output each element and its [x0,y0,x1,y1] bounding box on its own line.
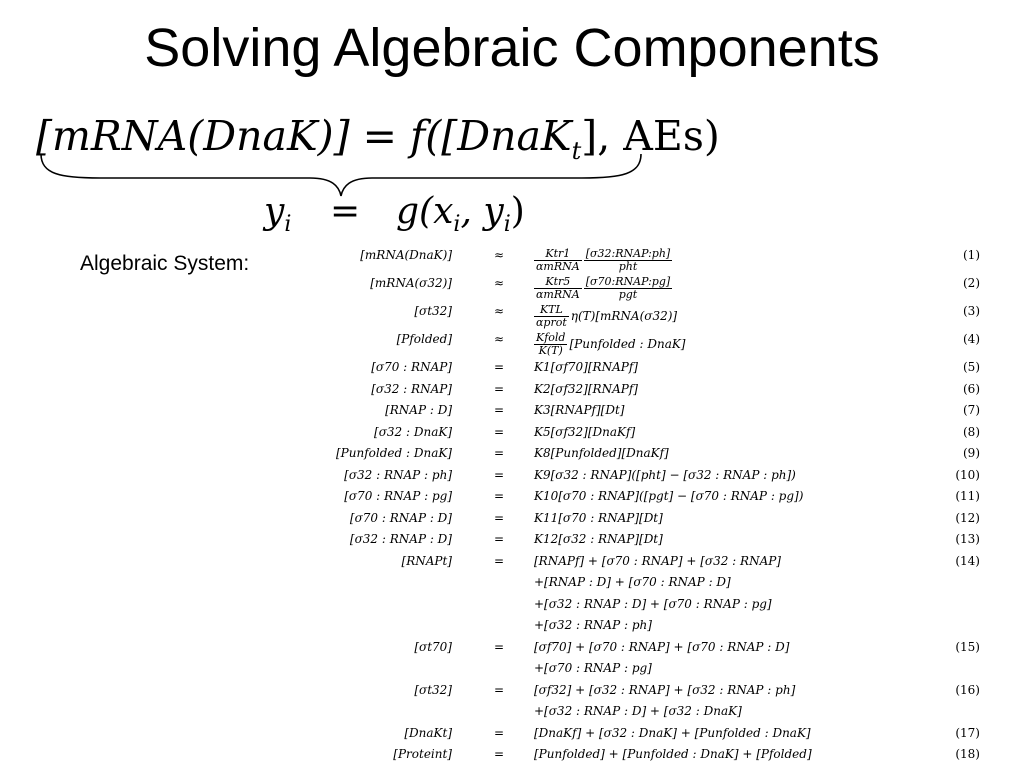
equation-lhs: [σt32] [414,682,452,697]
fraction-numerator: [σ70:RNAP:pg] [585,275,671,288]
equation-rhs [534,304,677,329]
equation-lhs: [σ32 : RNAP] [371,381,452,396]
equation-number: (7) [963,403,980,417]
equation-relation: = [493,725,505,740]
equation-rhs-text: K9[σ32 : RNAP]([pht] − [σ32 : RNAP : ph]) [534,467,796,482]
equation-rhs [534,618,652,632]
bottom-eq-lhs: y [264,191,285,232]
bottom-eq-rhs-mid: , y [460,191,504,232]
equation-relation: = [493,446,505,460]
bottom-equation [0,188,780,236]
equation-rhs-text: K11[σ70 : RNAP][Dt] [534,510,663,525]
equation-relation: ≈ [493,304,505,318]
equation-rhs [534,332,686,357]
equation-row [290,571,980,593]
fraction-numerator: Ktr1 [534,248,582,261]
equation-rhs-text: +[σ70 : RNAP : pg] [534,661,652,675]
equation-number: (1) [963,248,980,262]
equation-rhs-text: +[σ32 : RNAP : D] + [σ70 : RNAP : pg] [534,596,772,611]
equation-rhs-text: +[σ32 : RNAP : ph] [534,618,652,632]
equation-rhs [534,640,789,654]
equation-relation: ≈ [493,276,505,290]
equation-lhs: [σ32 : DnaK] [374,424,452,439]
fraction-denominator: pgt [618,288,638,301]
equation-relation: = [493,510,505,525]
fraction-numerator: Ktr5 [534,276,582,289]
equation-rhs [534,704,742,718]
equation-row [290,300,980,328]
equation-row [290,528,980,550]
bottom-eq-rhs-sub1: i [453,212,461,238]
fraction-denominator: K(T) [538,344,563,357]
equation-rhs [534,425,635,439]
equation-rhs [534,554,781,568]
equation-rhs [534,446,669,460]
equation-rhs [534,489,803,503]
equation-relation: = [493,553,505,568]
equation-row [290,399,980,421]
equation-rhs-text: +[RNAP : D] + [σ70 : RNAP : D] [534,575,731,589]
equation-rhs [534,597,772,611]
equation-lhs: [σ32 : RNAP : ph] [344,467,452,482]
equation-lhs: [σt32] [414,304,452,318]
equation-lhs: [DnaKt] [404,725,452,740]
bottom-eq-rhs-tail: ) [510,191,525,232]
equation-relation: ≈ [493,332,505,346]
equation-row [290,700,980,722]
equation-number: (15) [955,639,980,654]
fraction-numerator: [σ32:RNAP:ph] [585,247,671,260]
equation-number: (9) [963,446,980,460]
equation-rhs-text: [σf70] + [σ70 : RNAP] + [σ70 : RNAP : D] [534,639,790,654]
equation-rhs-text: η(T)[mRNA(σ32)] [570,309,678,323]
top-eq-rhs-tail: ], AEs) [581,112,720,160]
equation-number: (6) [963,381,980,396]
equation-rhs [534,747,812,761]
equation-lhs: [mRNA(DnaK)] [360,248,452,262]
fraction [584,276,672,301]
equation-lhs: [RNAPt] [401,553,452,568]
equation-lhs: [σ70 : RNAP : D] [349,510,452,525]
equation-rhs [534,683,795,697]
equation-lhs: [σt70] [414,639,452,654]
equation-relation: = [493,360,505,374]
equation-relation: = [493,532,505,546]
fraction-denominator: αmRNA [536,260,580,273]
equation-rhs-text: K2[σf32][RNAPf] [534,381,638,396]
fraction-denominator: αmRNA [536,288,580,301]
equation-relation: = [493,381,505,396]
equation-row [290,356,980,378]
slide-title: Solving Algebraic Components [144,18,880,78]
equation-rhs-text: [DnaKf] + [σ32 : DnaK] + [Punfolded : DnaK] [534,725,811,740]
equation-rhs [534,276,674,301]
equation-relation: ≈ [493,248,505,262]
equation-number: (17) [955,725,980,740]
equation-rhs-text: K8[Punfolded][DnaKf] [534,446,669,460]
fraction-denominator: αprot [536,316,567,329]
equation-rhs [534,726,811,740]
bottom-eq-rhs: g(x [396,191,454,232]
equation-number: (2) [963,276,980,290]
equation-relation: = [493,489,505,503]
equation-lhs: [σ70 : RNAP] [371,360,452,374]
equation-rhs-text: K10[σ70 : RNAP]([pgt] − [σ70 : RNAP : pg]) [534,489,804,503]
equation-row [290,743,980,765]
equation-number: (5) [963,360,980,374]
equation-lhs: [Proteint] [393,747,452,761]
top-eq-equals: = [362,112,397,160]
equation-rhs-text: K1[σf70][RNAPf] [534,360,638,374]
equation-rhs [534,661,652,675]
equation-row [290,421,980,443]
equation-rhs [534,575,731,589]
equation-relation: = [493,747,505,761]
equation-row [290,550,980,572]
fraction [534,332,567,357]
equation-row [290,614,980,636]
equation-rhs [534,532,663,546]
top-eq-lhs: [mRNA(DnaK)] [36,112,350,160]
equation-relation: = [493,682,505,697]
equation-rhs-text: K5[σf32][DnaKf] [534,424,636,439]
equation-rhs [534,468,796,482]
equation-rhs [534,248,674,273]
equation-row [290,464,980,486]
equation-relation: = [493,639,505,654]
equation-lhs: [Pfolded] [396,332,452,346]
equation-number: (3) [963,304,980,318]
bottom-eq-lhs-sub: i [284,212,292,238]
equation-row [290,657,980,679]
equation-number: (18) [955,747,980,761]
fraction [534,276,582,301]
fraction [534,304,569,329]
algebraic-system-label: Algebraic System: [80,252,250,275]
equation-rhs-text: [Punfolded : DnaK] [569,337,686,351]
equation-row [290,272,980,300]
equation-row [290,378,980,400]
equation-relation: = [493,467,505,482]
equation-rhs-text: [RNAPf] + [σ70 : RNAP] + [σ32 : RNAP] [534,553,781,568]
equation-rhs [534,403,625,417]
equation-lhs: [mRNA(σ32)] [370,276,452,290]
equation-lhs: [σ70 : RNAP : pg] [344,489,452,503]
equation-row [290,244,980,272]
equation-lhs: [RNAP : D] [385,403,452,417]
equation-number: (16) [955,682,980,697]
bottom-eq-equals: = [330,191,361,232]
equation-row [290,328,980,356]
equation-row [290,485,980,507]
equation-number: (13) [955,532,980,546]
equation-number: (12) [955,510,980,525]
equation-relation: = [493,424,505,439]
equation-rhs-text: K12[σ32 : RNAP][Dt] [534,532,663,546]
equation-rhs [534,511,663,525]
equation-number: (14) [955,553,980,568]
equation-rhs [534,360,638,374]
fraction [584,248,673,273]
equation-rhs-text: K3[RNAPf][Dt] [534,403,625,417]
bottom-eq-rhs-sub2: i [503,212,511,238]
equation-number: (4) [963,332,980,346]
equation-row [290,593,980,615]
equation-rhs-text: +[σ32 : RNAP : D] + [σ32 : DnaK] [534,704,742,718]
fraction-denominator: pht [618,260,638,273]
equation-rhs [534,382,638,396]
equation-number: (8) [963,424,980,439]
equation-row [290,636,980,658]
top-eq-rhs: f([DnaK [410,112,572,160]
equation-row [290,507,980,529]
equation-system [290,244,980,765]
fraction [534,248,582,273]
equation-rhs-text: [σf32] + [σ32 : RNAP] + [σ32 : RNAP : ph] [534,682,796,697]
equation-rhs-text: [Punfolded] + [Punfolded : DnaK] + [Pfolded] [534,747,812,761]
equation-relation: = [493,403,505,417]
equation-lhs: [σ32 : RNAP : D] [349,532,452,546]
fraction-numerator: Kfold [536,331,566,344]
equation-row [290,442,980,464]
fraction-numerator: KTL [534,304,569,317]
top-eq-sub: t [571,137,582,166]
equation-lhs: [Punfolded : DnaK] [335,446,452,460]
equation-row [290,679,980,701]
equation-number: (10) [955,467,980,482]
equation-number: (11) [955,489,980,503]
equation-row [290,722,980,744]
